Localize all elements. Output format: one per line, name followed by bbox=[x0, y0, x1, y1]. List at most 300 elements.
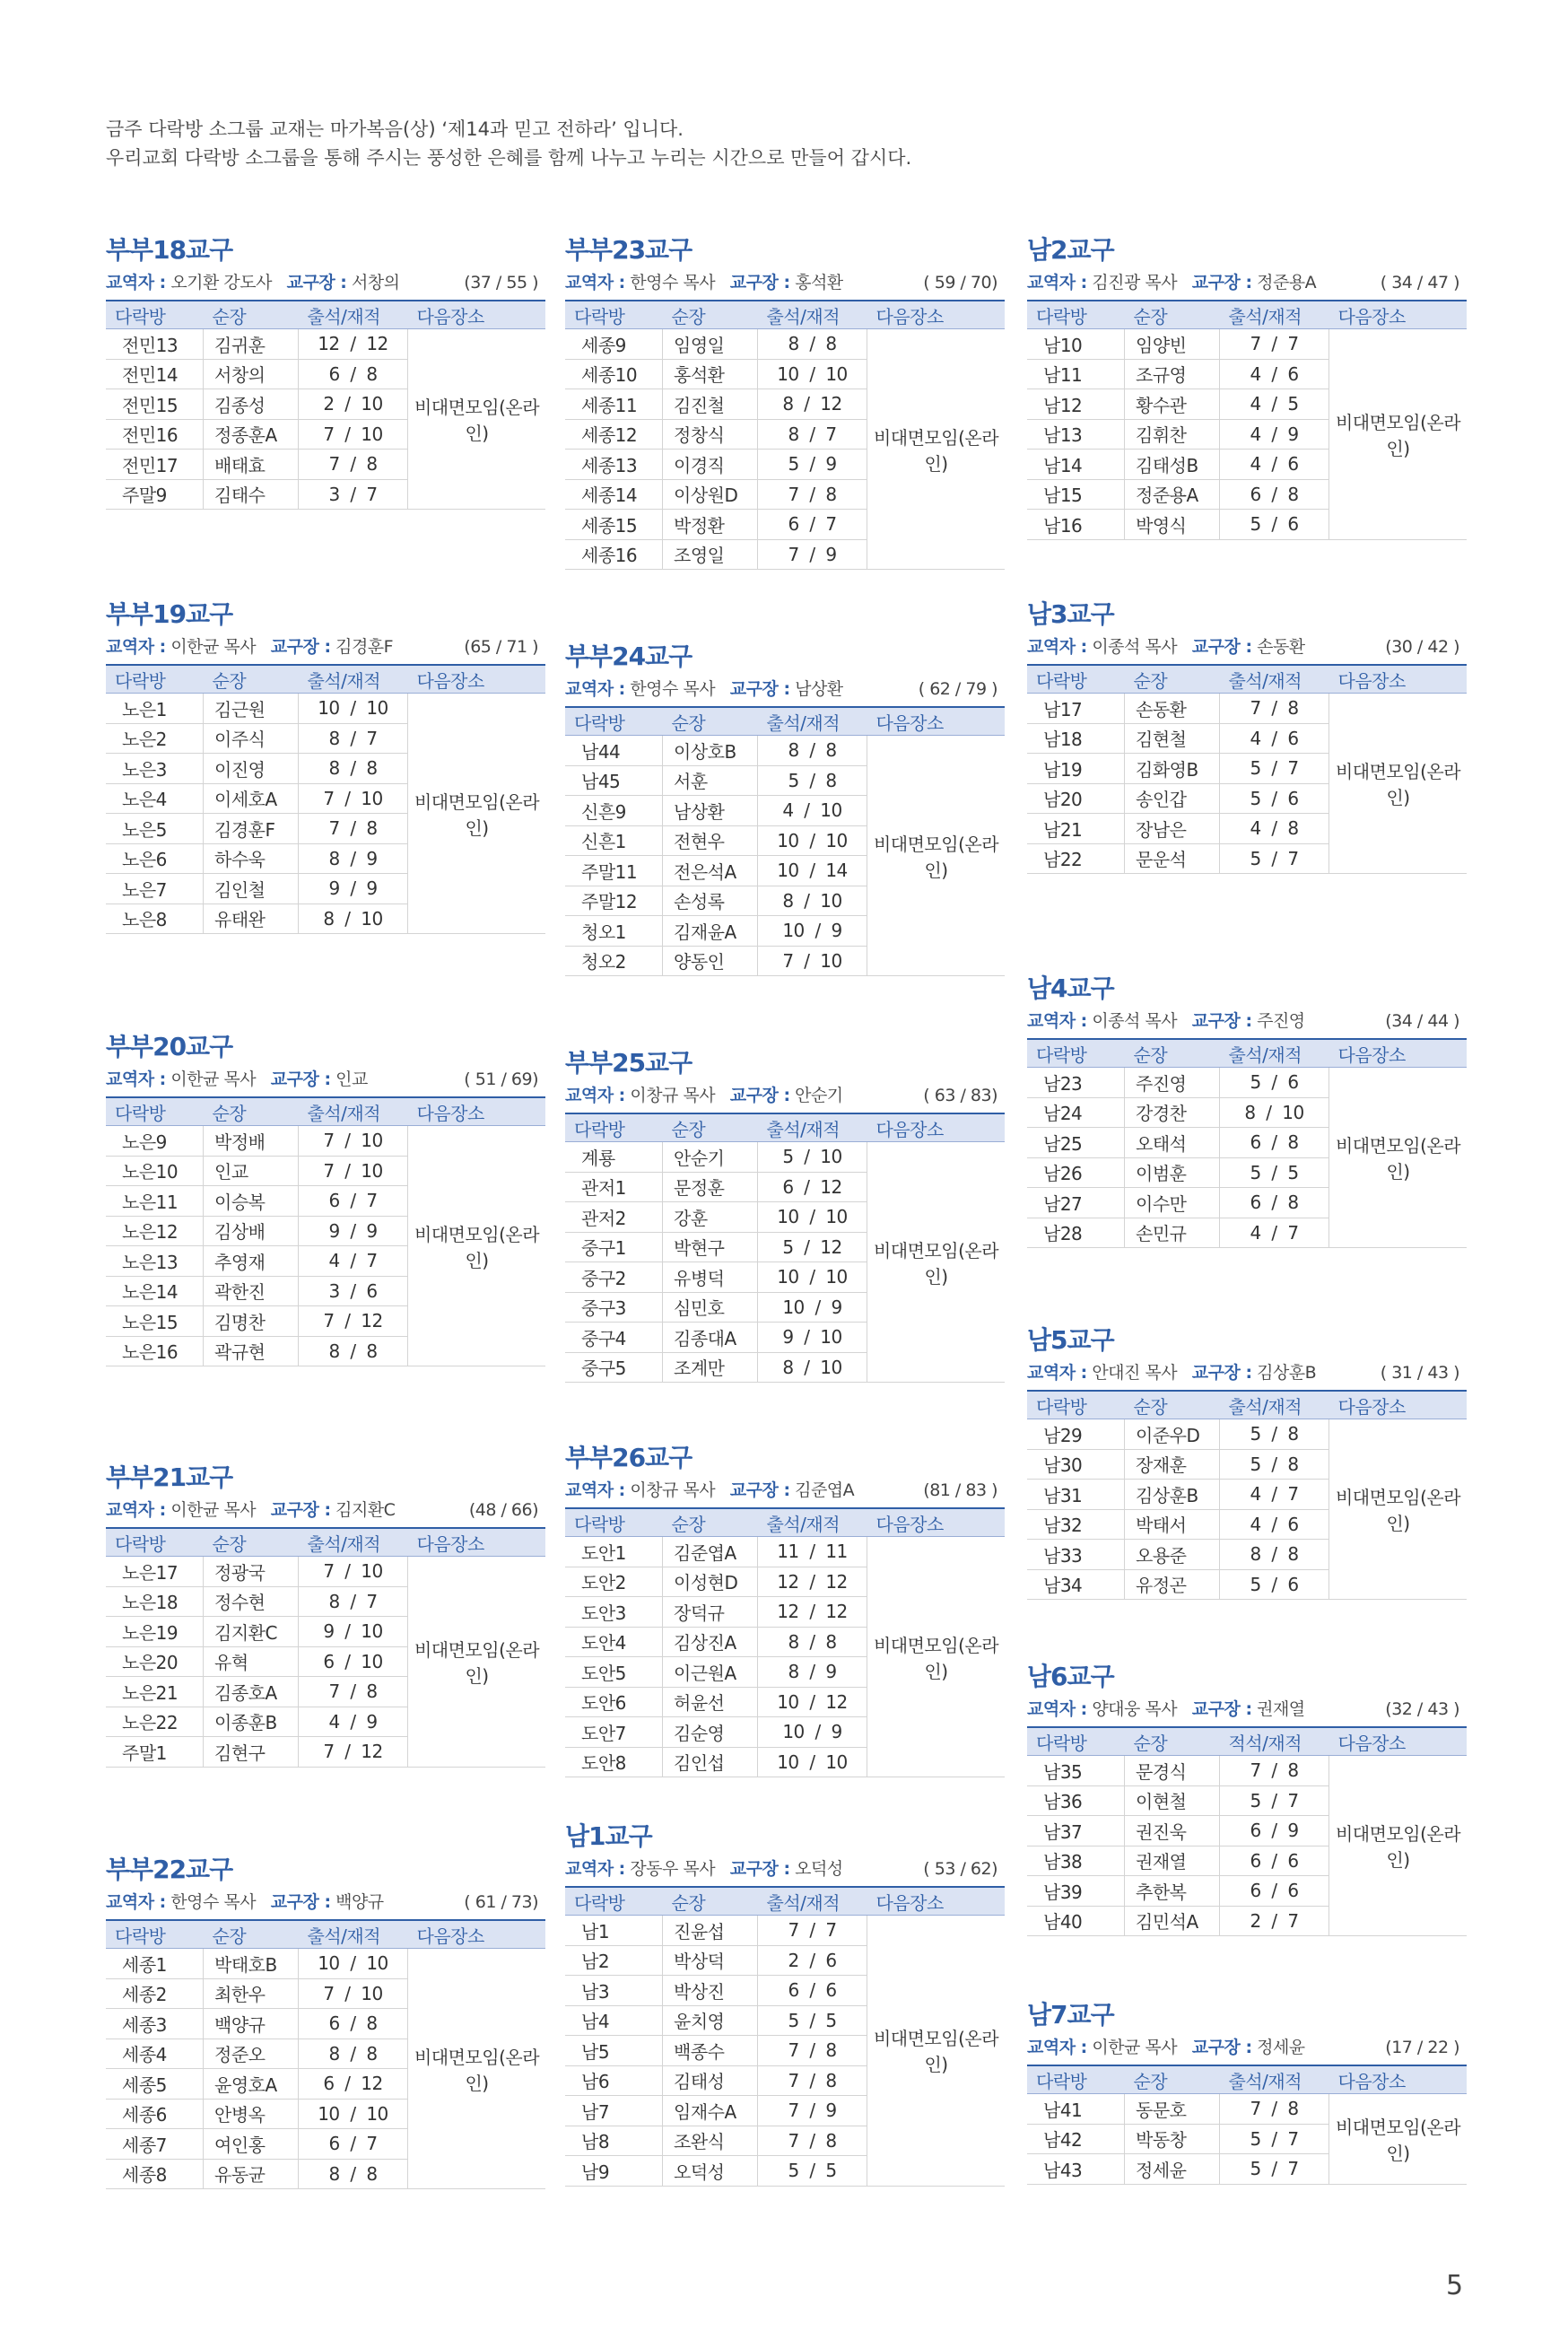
room-cell: 남21 bbox=[1027, 814, 1125, 844]
attendance-cell: 8 / 12 bbox=[758, 389, 867, 420]
header-attendance: 출석/재적 bbox=[1220, 665, 1329, 694]
group-block-b23 bbox=[565, 235, 1005, 570]
room-cell: 전민15 bbox=[106, 389, 204, 420]
place-cell: 비대면모임(온라인) bbox=[1329, 2094, 1468, 2185]
room-cell: 남8 bbox=[565, 2126, 663, 2156]
attendance-total: (30 / 42 ) bbox=[1385, 637, 1459, 657]
pastor-name: 한영수 목사 bbox=[630, 679, 716, 699]
leader-cell: 하수욱 bbox=[204, 843, 299, 874]
attendance-cell: 7 / 10 bbox=[758, 946, 867, 976]
pastor-label: 교역자 : bbox=[565, 273, 625, 292]
attendance-cell: 7 / 12 bbox=[299, 1737, 408, 1768]
room-cell: 남28 bbox=[1027, 1218, 1125, 1248]
attendance-cell: 8 / 9 bbox=[299, 843, 408, 874]
header-leader: 순장 bbox=[204, 665, 299, 694]
place-cell: 비대면모임(온라인) bbox=[867, 329, 1006, 570]
leader-label: 교구장 : bbox=[270, 637, 331, 657]
attendance-total: (17 / 22 ) bbox=[1385, 2038, 1459, 2057]
header-leader: 순장 bbox=[663, 1887, 758, 1916]
header-room: 다락방 bbox=[565, 1508, 663, 1537]
pastor-label: 교역자 : bbox=[565, 1086, 625, 1105]
leader-cell: 박현구 bbox=[663, 1232, 758, 1262]
attendance-total: ( 63 / 83) bbox=[923, 1086, 997, 1105]
pastor-label: 교역자 : bbox=[565, 1859, 625, 1879]
leader-cell: 유태완 bbox=[204, 904, 299, 934]
room-cell: 도안2 bbox=[565, 1567, 663, 1597]
leader-name: 백양규 bbox=[335, 1892, 384, 1912]
room-cell: 도안7 bbox=[565, 1717, 663, 1748]
header-room: 다락방 bbox=[106, 1920, 204, 1949]
group-title: 남2교구 bbox=[1027, 235, 1114, 265]
attendance-cell: 5 / 8 bbox=[758, 765, 867, 796]
attendance-cell: 8 / 7 bbox=[299, 723, 408, 754]
attendance-cell: 6 / 6 bbox=[1220, 1846, 1329, 1876]
header-leader: 순장 bbox=[1125, 1727, 1220, 1756]
attendance-cell: 6 / 8 bbox=[299, 2009, 408, 2039]
room-cell: 남26 bbox=[1027, 1157, 1125, 1188]
attendance-cell: 5 / 7 bbox=[1220, 1785, 1329, 1816]
header-leader: 순장 bbox=[204, 1920, 299, 1949]
leader-cell: 이주식 bbox=[204, 723, 299, 754]
room-cell: 중구1 bbox=[565, 1232, 663, 1262]
group-block-n4 bbox=[1027, 973, 1467, 1248]
group-table bbox=[1027, 1390, 1467, 1600]
leader-cell: 문정훈 bbox=[663, 1172, 758, 1202]
leader-name: 김경훈F bbox=[335, 637, 394, 657]
group-block-b22 bbox=[106, 1855, 545, 2189]
leader-cell: 전은석A bbox=[663, 856, 758, 886]
place-cell: 비대면모임(온라인) bbox=[1329, 1756, 1468, 1936]
attendance-cell: 9 / 9 bbox=[299, 1216, 408, 1246]
attendance-cell: 8 / 9 bbox=[758, 1657, 867, 1688]
intro-line-1: 금주 다락방 소그룹 교재는 마가복음(상) ‘제14과 믿고 전하라’ 입니다. bbox=[106, 118, 684, 140]
leader-label: 교구장 : bbox=[729, 1480, 790, 1500]
group-info bbox=[1027, 635, 1467, 659]
room-cell: 남42 bbox=[1027, 2124, 1125, 2154]
room-cell: 노은12 bbox=[106, 1216, 204, 1246]
table-row bbox=[565, 329, 1005, 360]
pastor-label: 교역자 : bbox=[1027, 273, 1087, 292]
attendance-cell: 8 / 8 bbox=[1220, 1540, 1329, 1570]
leader-cell: 이진영 bbox=[204, 754, 299, 784]
leader-cell: 서훈 bbox=[663, 765, 758, 796]
leader-cell: 이종훈B bbox=[204, 1707, 299, 1737]
attendance-cell: 6 / 12 bbox=[758, 1172, 867, 1202]
attendance-total: (32 / 43 ) bbox=[1385, 1699, 1459, 1719]
leader-label: 교구장 : bbox=[729, 679, 790, 699]
place-cell: 비대면모임(온라인) bbox=[867, 1537, 1006, 1777]
header-place: 다음장소 bbox=[408, 1920, 546, 1949]
header-place: 다음장소 bbox=[1329, 1039, 1468, 1068]
header-leader: 순장 bbox=[663, 707, 758, 736]
leader-cell: 서창의 bbox=[204, 359, 299, 389]
room-cell: 청오1 bbox=[565, 916, 663, 947]
header-place: 다음장소 bbox=[408, 665, 546, 694]
room-cell: 중구3 bbox=[565, 1292, 663, 1323]
leader-cell: 이경직 bbox=[663, 450, 758, 480]
room-cell: 세종12 bbox=[565, 419, 663, 450]
attendance-cell: 4 / 9 bbox=[299, 1707, 408, 1737]
leader-name: 오덕성 bbox=[795, 1859, 843, 1879]
leader-cell: 오덕성 bbox=[663, 2156, 758, 2187]
group-table bbox=[106, 1096, 545, 1366]
intro-text bbox=[106, 115, 911, 172]
leader-cell: 김준엽A bbox=[663, 1537, 758, 1567]
attendance-cell: 10 / 10 bbox=[758, 1747, 867, 1777]
room-cell: 남6 bbox=[565, 2065, 663, 2096]
leader-cell: 김지환C bbox=[204, 1617, 299, 1647]
pastor-label: 교역자 : bbox=[106, 1500, 166, 1520]
attendance-cell: 7 / 7 bbox=[1220, 329, 1329, 360]
pastor-name: 이창규 목사 bbox=[630, 1480, 716, 1500]
attendance-cell: 8 / 8 bbox=[299, 2159, 408, 2189]
group-title: 부부22교구 bbox=[106, 1855, 233, 1884]
header-place: 다음장소 bbox=[867, 1887, 1006, 1916]
attendance-cell: 4 / 7 bbox=[1220, 1480, 1329, 1510]
group-block-n2 bbox=[1027, 235, 1467, 540]
room-cell: 세종2 bbox=[106, 1978, 204, 2009]
attendance-cell: 5 / 5 bbox=[758, 2005, 867, 2036]
attendance-cell: 8 / 10 bbox=[758, 886, 867, 916]
group-info bbox=[565, 1857, 1005, 1881]
room-cell: 신흔1 bbox=[565, 825, 663, 856]
leader-cell: 백양규 bbox=[204, 2009, 299, 2039]
attendance-cell: 6 / 12 bbox=[299, 2069, 408, 2100]
pastor-name: 이종석 목사 bbox=[1092, 637, 1178, 657]
group-table bbox=[565, 1113, 1005, 1383]
room-cell: 도안5 bbox=[565, 1657, 663, 1688]
header-room: 다락방 bbox=[1027, 301, 1125, 329]
room-cell: 중구5 bbox=[565, 1352, 663, 1383]
header-place: 다음장소 bbox=[408, 1097, 546, 1126]
leader-cell: 손성록 bbox=[663, 886, 758, 916]
attendance-cell: 7 / 8 bbox=[758, 2065, 867, 2096]
group-table bbox=[565, 706, 1005, 976]
room-cell: 중구4 bbox=[565, 1323, 663, 1353]
pastor-name: 한영수 목사 bbox=[630, 273, 716, 292]
room-cell: 노은20 bbox=[106, 1646, 204, 1677]
pastor-label: 교역자 : bbox=[1027, 1363, 1087, 1383]
attendance-cell: 7 / 10 bbox=[299, 1557, 408, 1587]
header-leader: 순장 bbox=[204, 1097, 299, 1126]
attendance-cell: 7 / 10 bbox=[299, 1156, 408, 1186]
header-attendance: 출석/재적 bbox=[299, 301, 408, 329]
room-cell: 남4 bbox=[565, 2005, 663, 2036]
leader-cell: 박상덕 bbox=[663, 1945, 758, 1976]
room-cell: 도안1 bbox=[565, 1537, 663, 1567]
leader-cell: 추영재 bbox=[204, 1246, 299, 1277]
room-cell: 남11 bbox=[1027, 359, 1125, 389]
leader-cell: 김화영B bbox=[1125, 754, 1220, 784]
attendance-cell: 4 / 9 bbox=[1220, 419, 1329, 450]
leader-cell: 정창식 bbox=[663, 419, 758, 450]
leader-cell: 심민호 bbox=[663, 1292, 758, 1323]
pastor-label: 교역자 : bbox=[1027, 637, 1087, 657]
group-title: 부부21교구 bbox=[106, 1462, 233, 1492]
group-block-n5 bbox=[1027, 1325, 1467, 1600]
leader-cell: 강경찬 bbox=[1125, 1097, 1220, 1128]
leader-cell: 김인철 bbox=[204, 874, 299, 904]
leader-cell: 최한우 bbox=[204, 1978, 299, 2009]
leader-label: 교구장 : bbox=[270, 1892, 331, 1912]
attendance-cell: 4 / 7 bbox=[299, 1246, 408, 1277]
room-cell: 주말1 bbox=[106, 1737, 204, 1768]
group-block-b20 bbox=[106, 1032, 545, 1366]
group-table bbox=[565, 1507, 1005, 1777]
attendance-cell: 7 / 9 bbox=[758, 2096, 867, 2126]
table-row bbox=[106, 1126, 545, 1157]
pastor-name: 장동우 목사 bbox=[630, 1859, 716, 1879]
group-info bbox=[1027, 2036, 1467, 2059]
room-cell: 주말9 bbox=[106, 479, 204, 510]
room-cell: 노은21 bbox=[106, 1677, 204, 1707]
room-cell: 남27 bbox=[1027, 1188, 1125, 1218]
leader-cell: 송인갑 bbox=[1125, 783, 1220, 814]
leader-cell: 진윤섭 bbox=[663, 1916, 758, 1946]
attendance-cell: 5 / 7 bbox=[1220, 2154, 1329, 2185]
leader-cell: 양동인 bbox=[663, 946, 758, 976]
leader-cell: 이범훈 bbox=[1125, 1157, 1220, 1188]
leader-cell: 곽한진 bbox=[204, 1276, 299, 1306]
leader-cell: 박동창 bbox=[1125, 2124, 1220, 2154]
attendance-cell: 4 / 6 bbox=[1220, 359, 1329, 389]
header-room: 다락방 bbox=[565, 301, 663, 329]
attendance-cell: 8 / 7 bbox=[299, 1586, 408, 1617]
group-title: 부부20교구 bbox=[106, 1032, 233, 1061]
attendance-cell: 7 / 7 bbox=[758, 1916, 867, 1946]
header-place: 다음장소 bbox=[1329, 301, 1468, 329]
leader-cell: 백종수 bbox=[663, 2036, 758, 2066]
header-attendance: 출석/재적 bbox=[299, 665, 408, 694]
leader-cell: 정세윤 bbox=[1125, 2154, 1220, 2185]
pastor-name: 한영수 목사 bbox=[170, 1892, 257, 1912]
leader-cell: 허윤선 bbox=[663, 1687, 758, 1717]
leader-cell: 김재윤A bbox=[663, 916, 758, 947]
leader-name: 김상훈B bbox=[1257, 1363, 1317, 1383]
header-place: 다음장소 bbox=[1329, 1391, 1468, 1419]
leader-cell: 오태석 bbox=[1125, 1128, 1220, 1158]
room-cell: 남35 bbox=[1027, 1756, 1125, 1786]
room-cell: 세종6 bbox=[106, 2099, 204, 2129]
group-info bbox=[1027, 1009, 1467, 1033]
room-cell: 남32 bbox=[1027, 1509, 1125, 1540]
room-cell: 도안8 bbox=[565, 1747, 663, 1777]
header-place: 다음장소 bbox=[408, 1528, 546, 1557]
leader-name: 김준엽A bbox=[795, 1480, 855, 1500]
room-cell: 남29 bbox=[1027, 1419, 1125, 1450]
attendance-cell: 9 / 10 bbox=[758, 1323, 867, 1353]
leader-label: 교구장 : bbox=[1191, 637, 1252, 657]
leader-cell: 강훈 bbox=[663, 1202, 758, 1233]
attendance-total: (48 / 66) bbox=[468, 1500, 538, 1520]
room-cell: 남24 bbox=[1027, 1097, 1125, 1128]
leader-cell: 이성현D bbox=[663, 1567, 758, 1597]
leader-cell: 김인섭 bbox=[663, 1747, 758, 1777]
attendance-cell: 12 / 12 bbox=[758, 1567, 867, 1597]
leader-cell: 김태성 bbox=[663, 2065, 758, 2096]
room-cell: 도안4 bbox=[565, 1627, 663, 1657]
leader-name: 서창의 bbox=[351, 273, 400, 292]
place-cell: 비대면모임(온라인) bbox=[408, 1949, 546, 2189]
attendance-cell: 10 / 10 bbox=[299, 2099, 408, 2129]
header-attendance: 적석/재적 bbox=[1220, 1727, 1329, 1756]
group-info bbox=[106, 635, 545, 659]
header-leader: 순장 bbox=[663, 1113, 758, 1142]
attendance-cell: 6 / 9 bbox=[1220, 1816, 1329, 1846]
leader-cell: 정준오 bbox=[204, 2039, 299, 2069]
attendance-cell: 5 / 7 bbox=[1220, 843, 1329, 874]
leader-cell: 윤영호A bbox=[204, 2069, 299, 2100]
leader-label: 교구장 : bbox=[1191, 1011, 1252, 1031]
group-block-n3 bbox=[1027, 599, 1467, 874]
header-place: 다음장소 bbox=[1329, 2065, 1468, 2094]
header-leader: 순장 bbox=[204, 1528, 299, 1557]
attendance-cell: 7 / 8 bbox=[1220, 1756, 1329, 1786]
leader-cell: 김휘찬 bbox=[1125, 419, 1220, 450]
leader-label: 교구장 : bbox=[270, 1069, 331, 1089]
attendance-cell: 6 / 10 bbox=[299, 1646, 408, 1677]
attendance-cell: 5 / 8 bbox=[1220, 1449, 1329, 1480]
attendance-cell: 5 / 10 bbox=[758, 1142, 867, 1173]
header-place: 다음장소 bbox=[1329, 1727, 1468, 1756]
group-info bbox=[565, 1479, 1005, 1502]
header-attendance: 출석/재적 bbox=[299, 1920, 408, 1949]
room-cell: 남22 bbox=[1027, 843, 1125, 874]
room-cell: 청오2 bbox=[565, 946, 663, 976]
attendance-cell: 2 / 6 bbox=[758, 1945, 867, 1976]
leader-cell: 장남은 bbox=[1125, 814, 1220, 844]
group-title: 부부18교구 bbox=[106, 235, 233, 265]
leader-name: 권재열 bbox=[1257, 1699, 1305, 1719]
header-place: 다음장소 bbox=[1329, 665, 1468, 694]
leader-cell: 김귀훈 bbox=[204, 329, 299, 360]
leader-cell: 박영식 bbox=[1125, 510, 1220, 540]
leader-cell: 박정환 bbox=[663, 510, 758, 540]
room-cell: 남17 bbox=[1027, 694, 1125, 724]
attendance-cell: 10 / 14 bbox=[758, 856, 867, 886]
attendance-cell: 5 / 9 bbox=[758, 450, 867, 480]
room-cell: 주말11 bbox=[565, 856, 663, 886]
leader-name: 주진영 bbox=[1257, 1011, 1305, 1031]
group-table bbox=[106, 664, 545, 934]
attendance-total: (37 / 55 ) bbox=[464, 273, 538, 292]
attendance-cell: 8 / 10 bbox=[758, 1352, 867, 1383]
room-cell: 계룡 bbox=[565, 1142, 663, 1173]
group-title: 부부23교구 bbox=[565, 235, 693, 265]
attendance-total: (34 / 44 ) bbox=[1385, 1011, 1459, 1031]
group-title: 남3교구 bbox=[1027, 599, 1114, 629]
header-attendance: 출석/재적 bbox=[1220, 2065, 1329, 2094]
group-table bbox=[1027, 1726, 1467, 1936]
leader-cell: 김상진A bbox=[663, 1627, 758, 1657]
pastor-name: 김진광 목사 bbox=[1092, 273, 1178, 292]
room-cell: 남25 bbox=[1027, 1128, 1125, 1158]
header-attendance: 출석/재적 bbox=[758, 301, 867, 329]
leader-cell: 추한복 bbox=[1125, 1876, 1220, 1907]
header-room: 다락방 bbox=[1027, 1039, 1125, 1068]
attendance-cell: 5 / 8 bbox=[1220, 1419, 1329, 1450]
leader-cell: 김근원 bbox=[204, 694, 299, 724]
leader-cell: 박태호B bbox=[204, 1949, 299, 1979]
leader-label: 교구장 : bbox=[286, 273, 347, 292]
group-table bbox=[565, 300, 1005, 570]
group-info bbox=[106, 1498, 545, 1522]
leader-cell: 이근원A bbox=[663, 1657, 758, 1688]
header-leader: 순장 bbox=[1125, 1391, 1220, 1419]
table-row bbox=[565, 1142, 1005, 1173]
leader-cell: 조완식 bbox=[663, 2126, 758, 2156]
attendance-cell: 8 / 10 bbox=[299, 904, 408, 934]
leader-cell: 여인홍 bbox=[204, 2129, 299, 2160]
leader-cell: 문경식 bbox=[1125, 1756, 1220, 1786]
room-cell: 남10 bbox=[1027, 329, 1125, 360]
leader-cell: 안병옥 bbox=[204, 2099, 299, 2129]
room-cell: 남38 bbox=[1027, 1846, 1125, 1876]
group-title: 부부25교구 bbox=[565, 1048, 693, 1078]
leader-cell: 박태서 bbox=[1125, 1509, 1220, 1540]
room-cell: 남1 bbox=[565, 1916, 663, 1946]
attendance-cell: 5 / 5 bbox=[758, 2156, 867, 2187]
group-title: 부부26교구 bbox=[565, 1443, 693, 1472]
attendance-total: (81 / 83 ) bbox=[923, 1480, 997, 1500]
pastor-label: 교역자 : bbox=[106, 273, 166, 292]
attendance-cell: 9 / 9 bbox=[299, 874, 408, 904]
pastor-label: 교역자 : bbox=[106, 637, 166, 657]
pastor-name: 양대웅 목사 bbox=[1092, 1699, 1178, 1719]
attendance-cell: 4 / 6 bbox=[1220, 450, 1329, 480]
room-cell: 노은7 bbox=[106, 874, 204, 904]
leader-label: 교구장 : bbox=[729, 273, 790, 292]
room-cell: 남30 bbox=[1027, 1449, 1125, 1480]
room-cell: 노은1 bbox=[106, 694, 204, 724]
attendance-cell: 8 / 8 bbox=[758, 1627, 867, 1657]
leader-cell: 유병덕 bbox=[663, 1262, 758, 1293]
header-attendance: 출석/재적 bbox=[1220, 1391, 1329, 1419]
pastor-name: 오기환 강도사 bbox=[170, 273, 272, 292]
room-cell: 전민13 bbox=[106, 329, 204, 360]
room-cell: 남43 bbox=[1027, 2154, 1125, 2185]
header-leader: 순장 bbox=[663, 1508, 758, 1537]
group-title: 부부24교구 bbox=[565, 642, 693, 671]
attendance-cell: 6 / 6 bbox=[1220, 1876, 1329, 1907]
leader-cell: 김태성B bbox=[1125, 450, 1220, 480]
leader-cell: 장재훈 bbox=[1125, 1449, 1220, 1480]
header-leader: 순장 bbox=[1125, 1039, 1220, 1068]
attendance-cell: 5 / 7 bbox=[1220, 754, 1329, 784]
header-room: 다락방 bbox=[565, 1113, 663, 1142]
leader-name: 손동환 bbox=[1257, 637, 1305, 657]
group-table bbox=[1027, 2065, 1467, 2185]
room-cell: 세종4 bbox=[106, 2039, 204, 2069]
group-table bbox=[1027, 300, 1467, 540]
header-attendance: 출석/재적 bbox=[758, 1508, 867, 1537]
header-room: 다락방 bbox=[106, 1097, 204, 1126]
leader-label: 교구장 : bbox=[1191, 273, 1252, 292]
place-cell: 비대면모임(온라인) bbox=[408, 694, 546, 934]
leader-cell: 김순영 bbox=[663, 1717, 758, 1748]
pastor-label: 교역자 : bbox=[1027, 2038, 1087, 2057]
attendance-cell: 10 / 10 bbox=[758, 359, 867, 389]
group-block-n7 bbox=[1027, 2000, 1467, 2185]
leader-name: 정세윤 bbox=[1257, 2038, 1305, 2057]
page-number: 5 bbox=[1446, 2270, 1464, 2301]
leader-cell: 이승복 bbox=[204, 1186, 299, 1217]
leader-label: 교구장 : bbox=[1191, 1363, 1252, 1383]
leader-cell: 동문호 bbox=[1125, 2094, 1220, 2125]
group-info bbox=[106, 1890, 545, 1914]
group-block-b26 bbox=[565, 1443, 1005, 1777]
attendance-cell: 9 / 10 bbox=[299, 1617, 408, 1647]
